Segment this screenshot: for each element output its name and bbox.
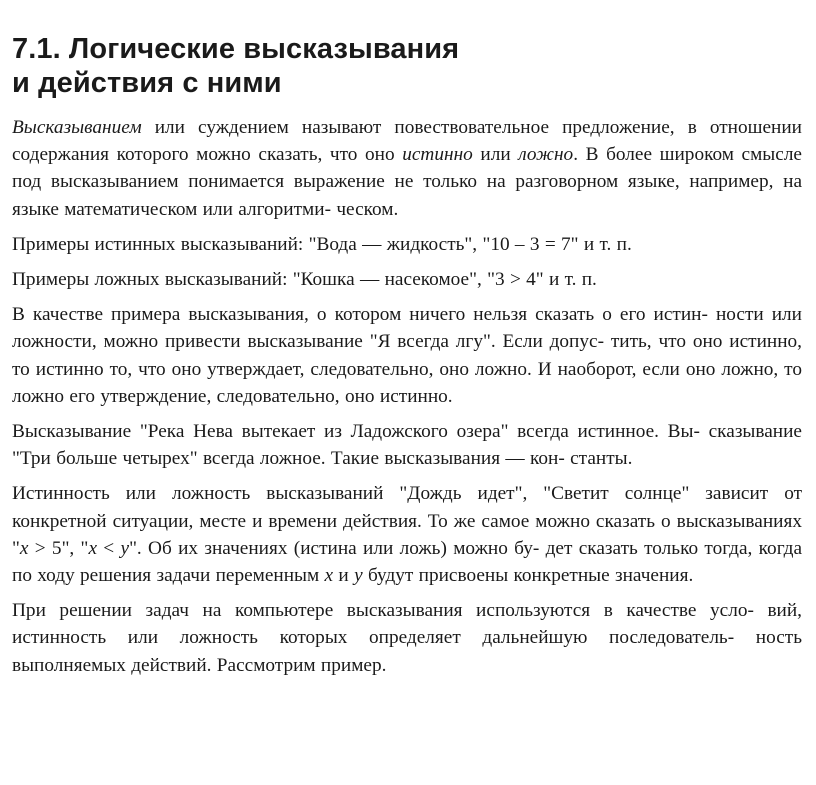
- paragraph-liar-paradox: [12, 301, 802, 410]
- text-line: тить, что оно истинно, то истинно то, что оно утверждает, следовательно, оно: [12, 331, 802, 380]
- text-line: ности или ложности, можно привести высказывание "Я всегда лгу". Если допус-: [12, 304, 802, 353]
- term-emphasis: истинно: [402, 144, 473, 166]
- heading-line-2: и действия с ними: [12, 67, 282, 99]
- variable-x: x: [19, 537, 29, 559]
- text-span: будут: [362, 565, 414, 587]
- text-line: При решении задач на компьютере высказывания используются в качестве усло-: [12, 600, 754, 622]
- text-span: о высказываниях ": [12, 510, 802, 559]
- variable-y: y: [354, 565, 363, 587]
- text-line: Примеры ложных высказываний: "Кошка — насекомое", "3 > 4" и т. п.: [12, 269, 597, 291]
- text-span: .: [573, 144, 579, 166]
- term-emphasis: ложно: [518, 144, 574, 166]
- variable-y: y: [120, 537, 130, 559]
- text-line: станты.: [570, 448, 633, 470]
- text-line: Примеры истинных высказываний: "Вода — жидкость", "10 – 3 = 7" и т. п.: [12, 233, 632, 255]
- text-line: присвоены конкретные значения.: [418, 565, 694, 587]
- text-line: В более широком смысле под высказыванием понимается выражение не только: [12, 144, 802, 193]
- paragraph-true-examples: [12, 231, 802, 258]
- text-span: ". Об их значениях (истина или ложь) можно бу-: [129, 537, 540, 559]
- body-text: [12, 114, 802, 679]
- heading-line-1: 7.1. Логические высказывания: [12, 33, 460, 65]
- text-span: и: [333, 565, 355, 587]
- text-line: ность выполняемых действий. Рассмотрим пример.: [12, 627, 802, 676]
- text-line: Истинность или ложность высказываний "Дождь идет", "Светит солнце" зависит: [12, 483, 769, 505]
- paragraph-computer-usage: [12, 597, 802, 679]
- variable-x: x: [324, 565, 334, 587]
- text-span: или суждением называют повествовательное предложение,: [141, 117, 675, 138]
- text-line: оно истинно.: [344, 385, 453, 407]
- text-span: дет сказать только тогда, когда по ходу решения задачи переменным: [12, 537, 803, 587]
- text-line: вий, истинность или ложность которых определяет дальнейшую последователь-: [12, 600, 802, 649]
- variable-x: x: [88, 537, 97, 559]
- paragraph-false-examples: [12, 266, 802, 293]
- text-line: Высказывание "Река Нева вытекает из Ладожского озера" всегда истинное. Вы-: [12, 421, 700, 443]
- text-span: в отношении содержания которого можно сказать, что оно: [12, 117, 802, 166]
- section-heading: [12, 32, 802, 100]
- paragraph-constants: [12, 418, 802, 472]
- text-span: > 5", ": [28, 537, 89, 559]
- paragraph-variables: [12, 480, 802, 589]
- text-line: [12, 117, 675, 138]
- text-line: от конкретной ситуации, месте и времени действия. То же самое можно сказать: [12, 483, 803, 532]
- text-line: ческом.: [336, 198, 399, 220]
- text-line: В качестве примера высказывания, о котором ничего нельзя сказать о его истин-: [12, 304, 708, 326]
- term-emphasis: Высказыванием: [12, 117, 142, 138]
- text-span: или: [472, 144, 519, 166]
- paragraph-definition: [12, 114, 802, 223]
- text-span: <: [97, 537, 121, 559]
- text-line: сказывание "Три больше четырех" всегда ложное. Такие высказывания — кон-: [12, 421, 802, 470]
- text-line: на разговорном языке, например, на языке математическом или алгоритми-: [12, 171, 802, 220]
- text-line: ложно. И наоборот, если оно ложно, то ложно его утверждение, следовательно,: [12, 358, 802, 407]
